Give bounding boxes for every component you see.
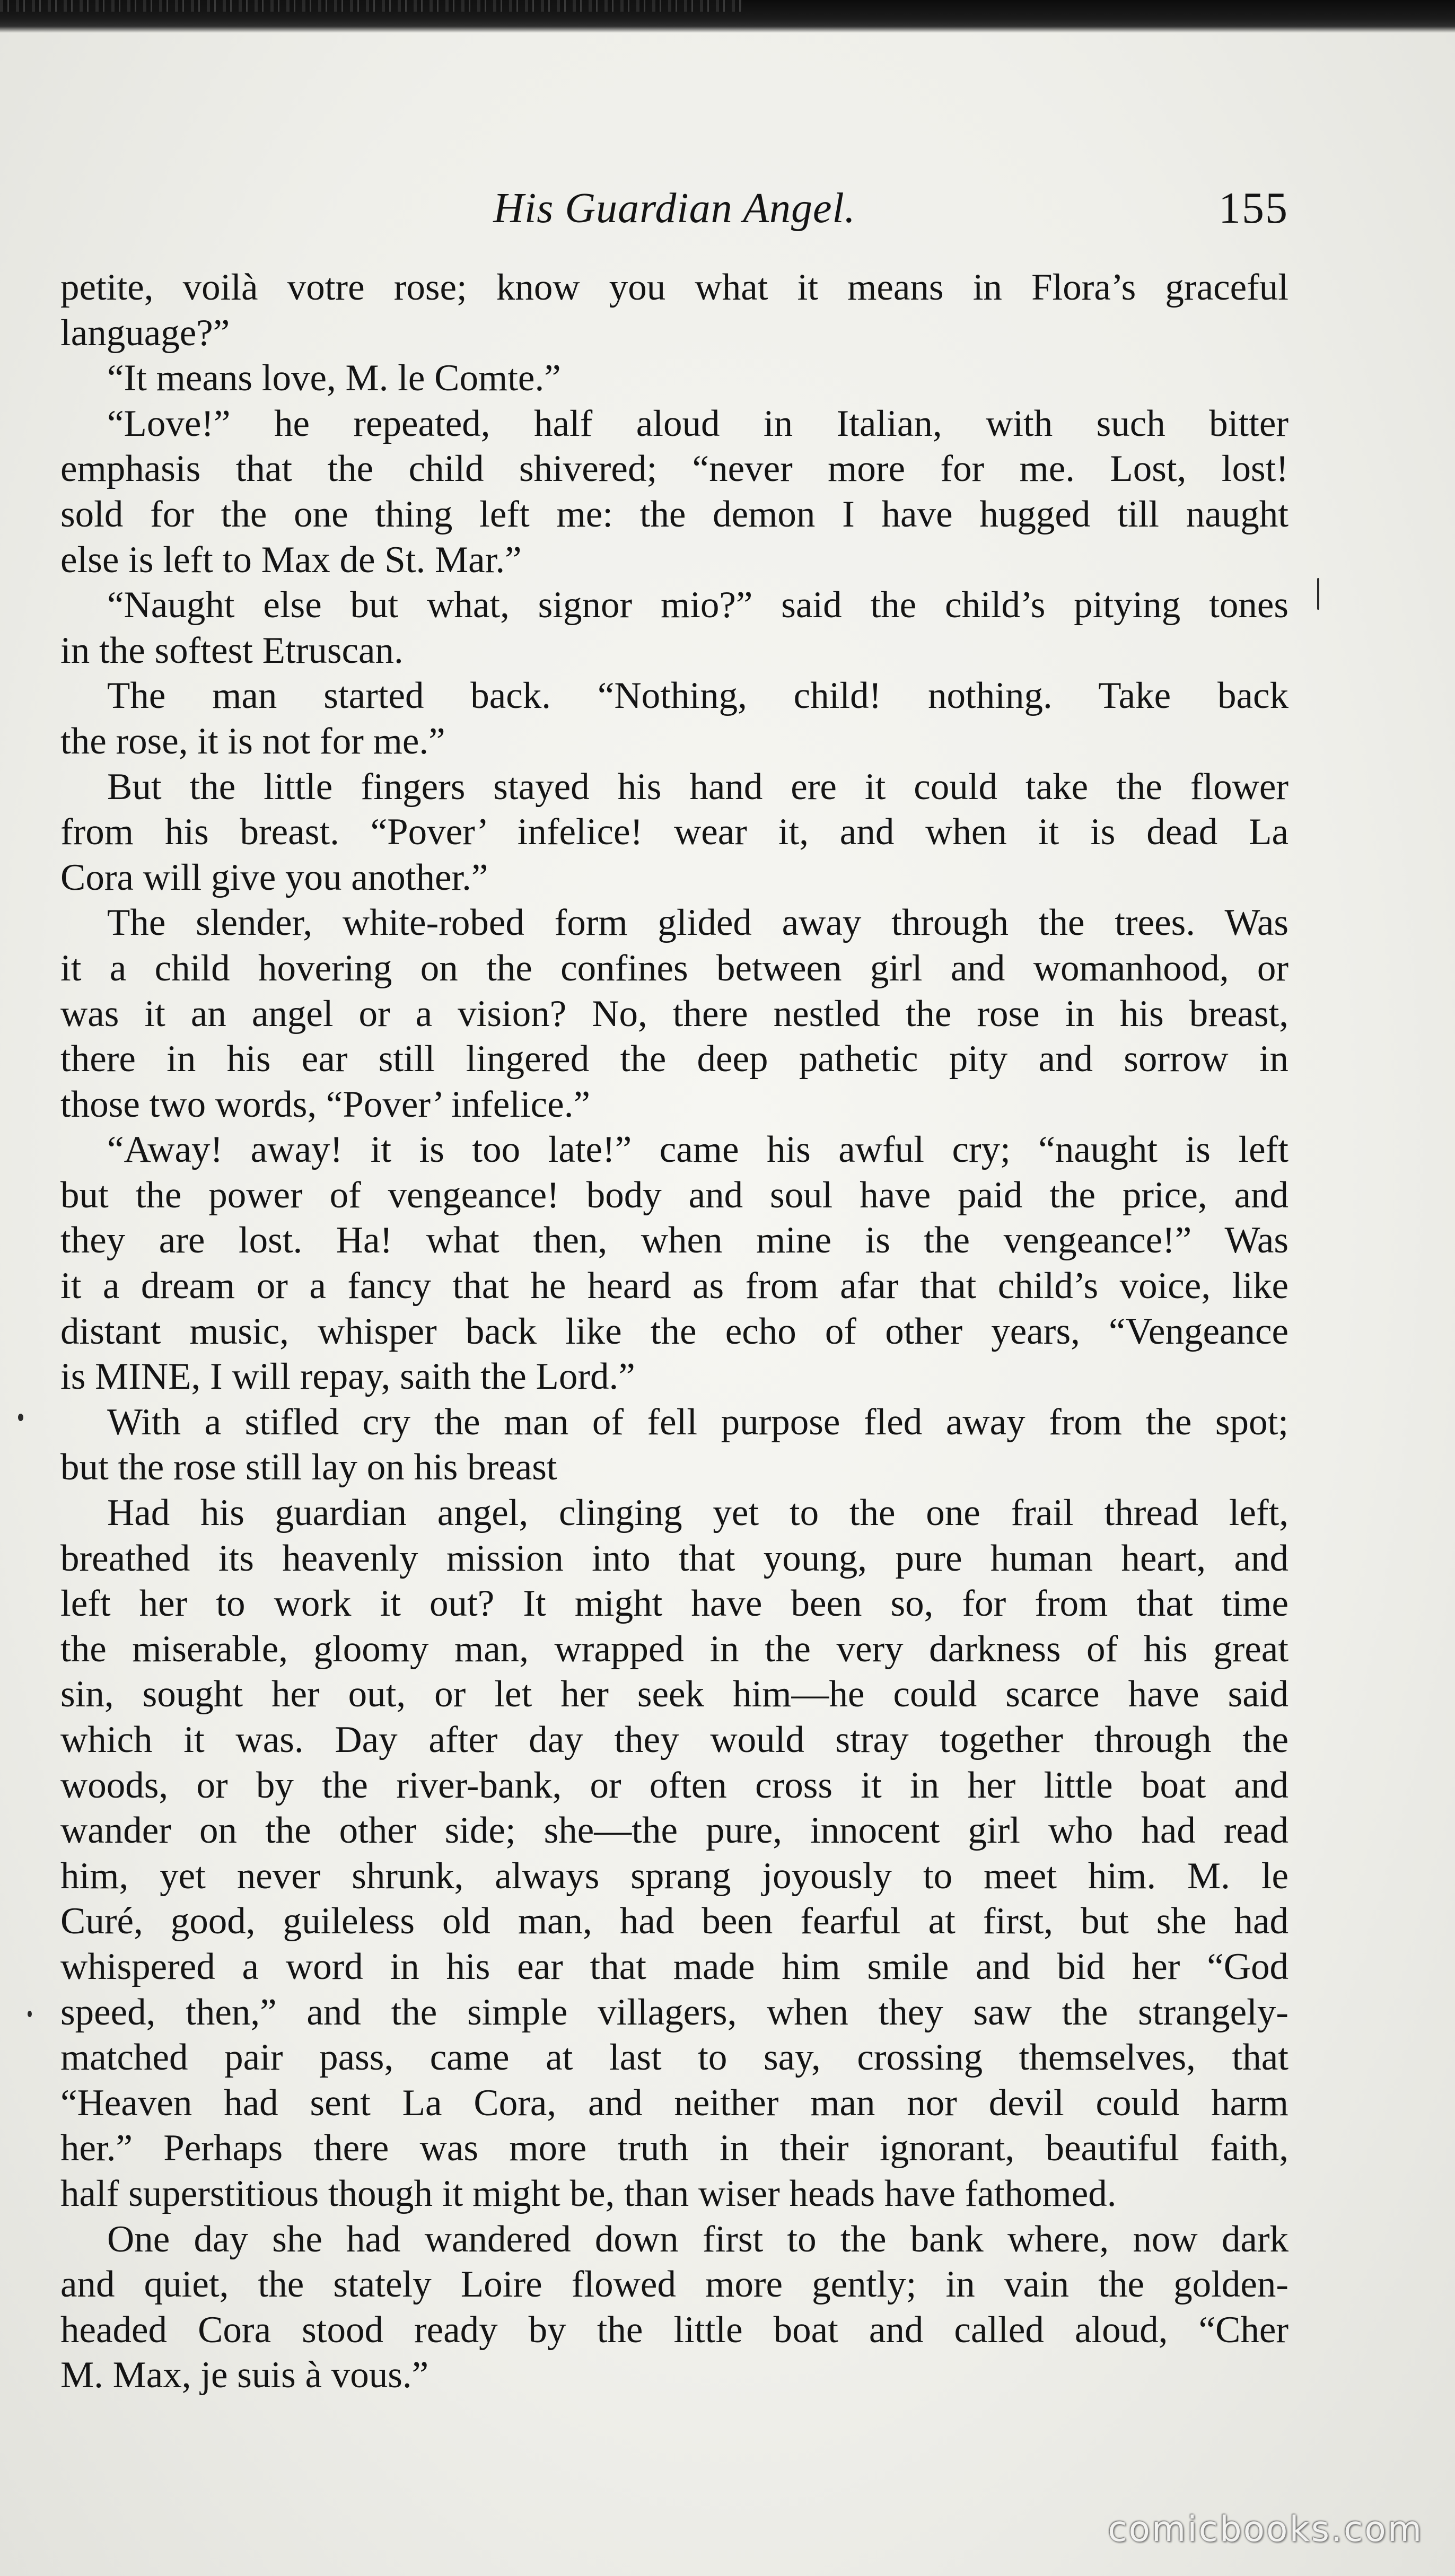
text-line: But the little fingers stayed his hand ere it could take the flower xyxy=(107,766,1289,808)
text-line: “It means love, M. le Comte.” xyxy=(107,357,561,399)
text-line: Had his guardian angel, clinging yet to the one frail thread left, xyxy=(107,1492,1289,1534)
text-line: “Heaven had sent La Cora, and neither man nor devil could harm xyxy=(60,2082,1289,2124)
text-line: is MINE, I will repay, saith the Lord.” xyxy=(60,1356,635,1398)
text-line: Curé, good, guileless old man, had been fearful at first, but she had xyxy=(60,1900,1289,1942)
text-line: emphasis that the child shivered; “never more for me. Lost, lost! xyxy=(60,448,1289,490)
text-line: there in his ear still lingered the deep pathetic pity and sorrow in xyxy=(60,1038,1289,1080)
running-head xyxy=(60,179,1289,238)
text-line: The man started back. “Nothing, child! nothing. Take back xyxy=(107,675,1289,717)
text-line: distant music, whisper back like the echo of other years, “Vengeance xyxy=(60,1310,1289,1352)
text-line: matched pair pass, came at last to say, crossing themselves, that xyxy=(60,2037,1289,2079)
text-line: the miserable, gloomy man, wrapped in the very darkness of his great xyxy=(60,1628,1289,1670)
text-line: it a dream or a fancy that he heard as from afar that child’s voice, like xyxy=(60,1265,1289,1307)
text-line: woods, or by the river-bank, or often cross it in her little boat and xyxy=(60,1764,1289,1806)
text-line: petite, voilà votre rose; know you what it means in Flora’s graceful xyxy=(60,267,1289,308)
text-line: which it was. Day after day they would stray together through the xyxy=(60,1719,1289,1760)
text-line: The slender, white-robed form glided away through the trees. Was xyxy=(107,902,1289,944)
text-line: “Naught else but what, signor mio?” said the child’s pitying tones xyxy=(107,584,1289,626)
running-title: His Guardian Angel. xyxy=(493,185,856,232)
text-line: left her to work it out? It might have been so, for from that time xyxy=(60,1583,1289,1625)
ink-speck xyxy=(18,1414,23,1421)
text-line: from his breast. “Pover’ infelice! wear it, and when it is dead La xyxy=(60,811,1289,853)
ink-speck xyxy=(1317,578,1319,610)
text-line: wander on the other side; she—the pure, innocent girl who had read xyxy=(60,1810,1289,1852)
text-line: Cora will give you another.” xyxy=(60,856,488,898)
ink-speck xyxy=(28,2011,32,2017)
text-line: half superstitious though it might be, than wiser heads have fathomed. xyxy=(60,2172,1117,2214)
text-line: sin, sought her out, or let her seek him—he could scarce have said xyxy=(60,1673,1289,1715)
text-line: and quiet, the stately Loire flowed more gently; in vain the golden- xyxy=(60,2264,1289,2306)
text-line: whispered a word in his ear that made him smile and bid her “God xyxy=(60,1946,1289,1987)
text-line: the rose, it is not for me.” xyxy=(60,720,445,762)
text-line: speed, then,” and the simple villagers, when they saw the strangely- xyxy=(60,1991,1289,2033)
text-line: but the power of vengeance! body and soul have paid the price, and xyxy=(60,1174,1289,1216)
page-number: 155 xyxy=(1219,183,1289,233)
text-line: language?” xyxy=(60,312,230,354)
body-text xyxy=(60,265,1289,2398)
text-line: breathed its heavenly mission into that young, pure human heart, and xyxy=(60,1537,1289,1579)
text-line: in the softest Etruscan. xyxy=(60,629,404,671)
text-line: her.” Perhaps there was more truth in their ignorant, beautiful faith, xyxy=(60,2127,1289,2169)
text-line: it a child hovering on the confines between girl and womanhood, or xyxy=(60,947,1289,989)
text-line: With a stifled cry the man of fell purpose fled away from the spot; xyxy=(107,1401,1289,1443)
text-line: those two words, “Pover’ infelice.” xyxy=(60,1083,590,1125)
page-top-edge-texture xyxy=(0,0,742,12)
watermark: comicbooks.com xyxy=(1108,2509,1423,2549)
text-line: “Away! away! it is too late!” came his awful cry; “naught is left xyxy=(107,1129,1289,1171)
text-line: but the rose still lay on his breast xyxy=(60,1447,557,1488)
text-line: One day she had wandered down first to the bank where, now dark xyxy=(107,2218,1289,2260)
text-line: was it an angel or a vision? No, there nestled the rose in his breast, xyxy=(60,993,1289,1035)
text-line: sold for the one thing left me: the demon I have hugged till naught xyxy=(60,493,1289,535)
text-line: M. Max, je suis à vous.” xyxy=(60,2354,429,2396)
text-line: headed Cora stood ready by the little boat and called aloud, “Cher xyxy=(60,2309,1289,2351)
text-line: “Love!” he repeated, half aloud in Italian, with such bitter xyxy=(107,402,1289,444)
text-line: they are lost. Ha! what then, when mine is the vengeance!” Was xyxy=(60,1220,1289,1261)
text-line: else is left to Max de St. Mar.” xyxy=(60,539,522,581)
text-line: him, yet never shrunk, always sprang joyously to meet him. M. le xyxy=(60,1855,1289,1897)
